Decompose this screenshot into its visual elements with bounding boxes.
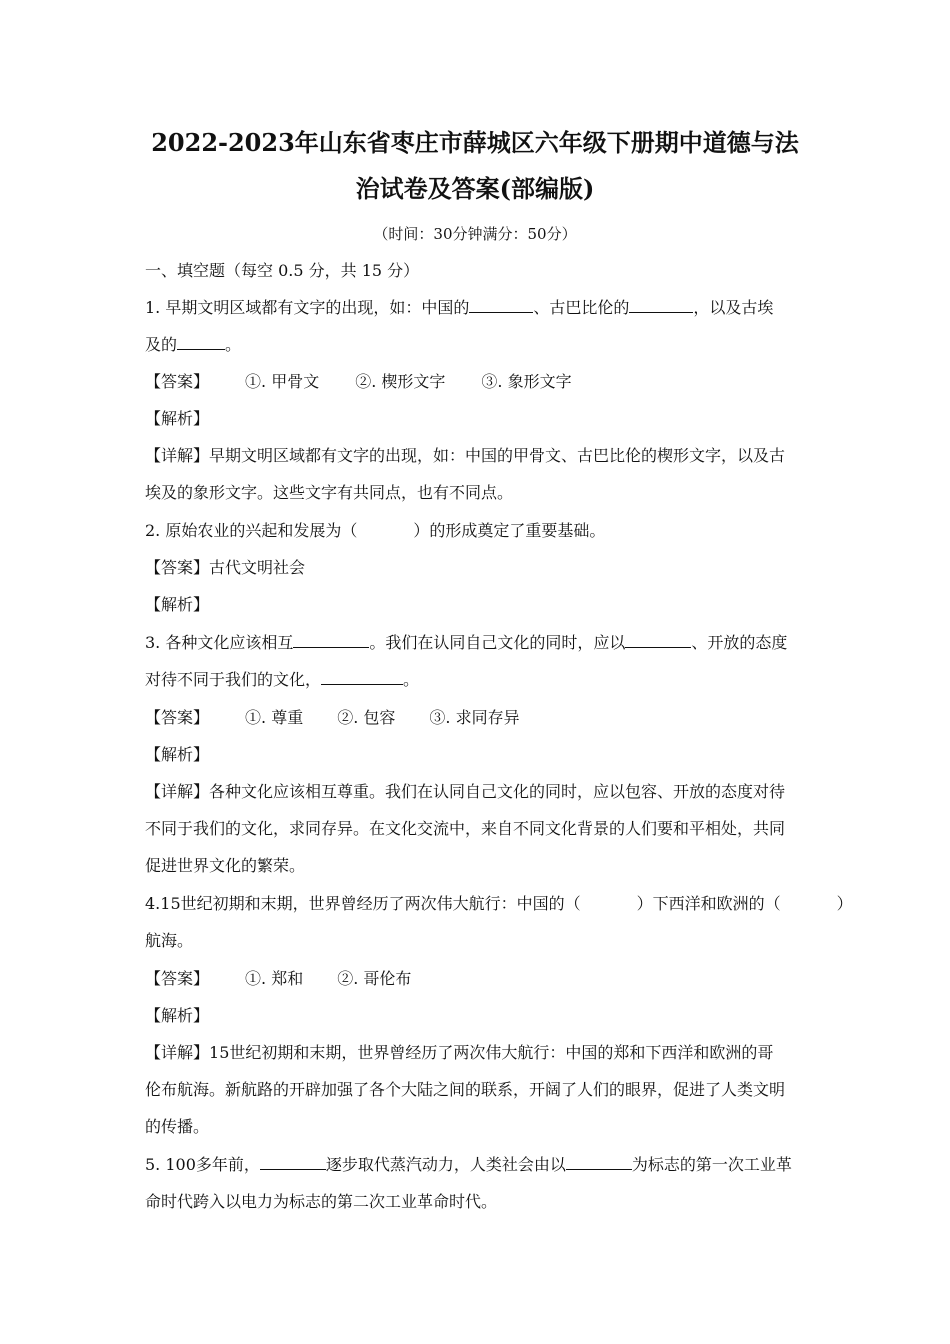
q4-text-c: ）	[836, 894, 853, 913]
q4-option-2: ②. 哥伦布	[337, 969, 412, 988]
q2-answer-text: 古代文明社会	[209, 558, 306, 577]
q1-detail-line2: 埃及的象形文字。这些文字有共同点，也有不同点。	[145, 483, 514, 502]
q3-text-c: 、开放的态度	[691, 633, 788, 652]
q1-blank-1	[469, 298, 533, 313]
q1-option-2: ②. 楔形文字	[355, 372, 446, 391]
q1-blank-2	[629, 298, 693, 313]
doc-title-line2: 治试卷及答案(部编版)	[355, 174, 595, 203]
q5-line1	[145, 1154, 810, 1176]
q3-blank-1	[293, 633, 369, 648]
doc-title-line1: 2022-2023年山东省枣庄市薛城区六年级下册期中道德与法	[151, 128, 799, 157]
q1-detail-text1: 早期文明区域都有文字的出现，如：中国的甲骨文、古巴比伦的楔形文字，以及古	[209, 446, 786, 465]
q3-blank-2	[625, 633, 691, 648]
q2-text-a: 2. 原始农业的兴起和发展为（	[145, 521, 358, 540]
q3-detail-line2: 不同于我们的文化，求同存异。在文化交流中，来自不同文化背景的人们要和平相处，共同	[145, 819, 786, 838]
q4-detail-line3: 的传播。	[145, 1117, 210, 1136]
q1-line1	[145, 297, 810, 319]
q5-text-a: 5. 100多年前，	[145, 1155, 260, 1174]
q3-answer	[145, 707, 810, 729]
answer-label: 【答案】	[145, 558, 210, 577]
q4-line2: 航海。	[145, 931, 194, 950]
q4-detail-text1: 15世纪初期和末期，世界曾经历了两次伟大航行：中国的郑和下西洋和欧洲的哥	[209, 1043, 774, 1062]
q1-text-d: 及的	[145, 335, 178, 354]
q1-detail-line1	[145, 445, 810, 467]
q3-option-1: ①. 尊重	[245, 708, 304, 727]
q5-text-b: 逐步取代蒸汽动力，人类社会由以	[325, 1155, 566, 1174]
q4-text-b: ）下西洋和欧洲的（	[636, 894, 781, 913]
q2-analysis-label: 【解析】	[145, 595, 210, 614]
q2-text-b: ）的形成奠定了重要基础。	[413, 521, 606, 540]
q3-option-3: ③. 求同存异	[429, 708, 520, 727]
q1-option-3: ③. 象形文字	[481, 372, 572, 391]
answer-label: 【答案】	[145, 969, 210, 988]
q3-blank-3	[321, 670, 403, 685]
section-heading: 一、填空题（每空 0.5 分，共 15 分）	[145, 261, 420, 280]
detail-label: 【详解】	[145, 782, 210, 801]
q3-detail-line3: 促进世界文化的繁荣。	[145, 856, 306, 875]
q5-line2: 命时代跨入以电力为标志的第二次工业革命时代。	[145, 1192, 498, 1211]
q1-text-b: 、古巴比伦的	[533, 298, 630, 317]
q3-analysis-label: 【解析】	[145, 745, 210, 764]
q3-text-d: 对待不同于我们的文化，	[145, 670, 322, 689]
q4-line1	[145, 893, 853, 915]
q5-text-c: 为标志的第一次工业革	[631, 1155, 792, 1174]
q1-blank-3	[177, 335, 225, 350]
answer-label: 【答案】	[145, 708, 210, 727]
q3-detail-text1: 各种文化应该相互尊重。我们在认同自己文化的同时，应以包容、开放的态度对待	[209, 782, 786, 801]
q4-detail-line2: 伦布航海。新航路的开辟加强了各个大陆之间的联系，开阔了人们的眼界，促进了人类文明	[145, 1080, 786, 1099]
q3-detail-line1	[145, 781, 810, 803]
q1-text-a: 1. 早期文明区域都有文字的出现，如：中国的	[145, 298, 470, 317]
q1-text-c: ，以及古埃	[693, 298, 774, 317]
q1-text-e: 。	[225, 335, 242, 354]
q1-option-1: ①. 甲骨文	[245, 372, 320, 391]
q4-analysis-label: 【解析】	[145, 1006, 210, 1025]
q1-analysis-label: 【解析】	[145, 409, 210, 428]
q3-line1	[145, 632, 810, 654]
q2-answer	[145, 557, 810, 579]
detail-label: 【详解】	[145, 446, 210, 465]
q3-text-a: 3. 各种文化应该相互	[145, 633, 294, 652]
doc-subtitle: （时间：30分钟满分：50分）	[373, 225, 577, 243]
q1-line2	[145, 334, 810, 356]
q3-text-b: 。我们在认同自己文化的同时，应以	[369, 633, 626, 652]
q5-blank-2	[566, 1155, 632, 1170]
q3-line2	[145, 669, 810, 691]
q1-answer	[145, 371, 810, 393]
q5-blank-1	[260, 1155, 326, 1170]
q3-option-2: ②. 包容	[337, 708, 396, 727]
q4-text-a: 4.15世纪初期和末期，世界曾经历了两次伟大航行：中国的（	[145, 894, 581, 913]
q4-answer	[145, 968, 810, 990]
detail-label: 【详解】	[145, 1043, 210, 1062]
q2-line	[145, 520, 810, 542]
q4-option-1: ①. 郑和	[245, 969, 304, 988]
q4-detail-line1	[145, 1042, 810, 1064]
answer-label: 【答案】	[145, 372, 210, 391]
q3-text-e: 。	[403, 670, 420, 689]
